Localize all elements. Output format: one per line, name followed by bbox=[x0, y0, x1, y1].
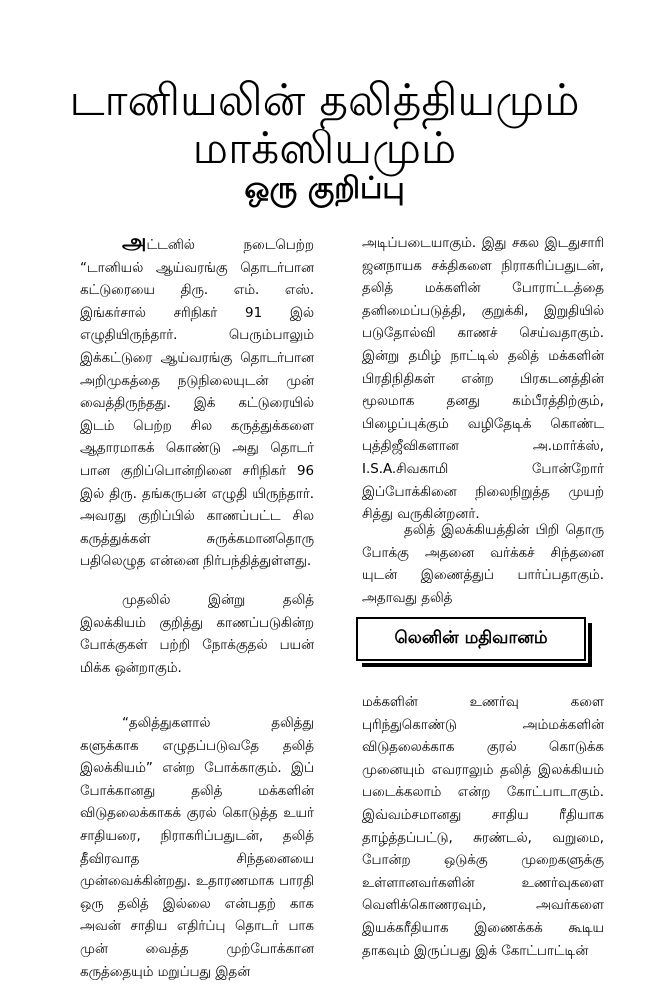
left-paragraph-1 bbox=[80, 230, 314, 574]
right-paragraph-2: தலித் இலக்கியத்தின் பிறி தொரு போக்கு அதனை வர்க்கச் சிந்தனை யுடன் இணைத்துப் பார்ப்பதாகும். அதாவது தலித் bbox=[362, 523, 604, 606]
left-paragraph-1-text: ட்டனில் நடைபெற்ற “டானியல் ஆய்வரங்கு தொடர்பான கட்டுரையை திரு. எம். எஸ். இங்கர்சால் சரிநிகர் 91 இல் எழுதியிருந்தார். பெரும்பாலும் இக்கட்டுரை ஆய்வரங்கு தொடர்பான அறிமுகத்தை நடுநிலையுடன் முன் வைத்திருந்தது. இக் கட்டுரையில் இடம் பெற்ற சில கருத்துக்களை ஆதாரமாகக் கொண்டு அது தொடர் பான குறிப்பொன்றினை சரிநிகர் 96 இல் திரு. தங்கருபன் எழுதி யிருந்தார். அவரது குறிப்பில் காணப்பட்ட சில கருத்துக்கள் சுருக்கமானதொரு பதிலெழுத என்னை நிர்பந்தித்துள்ளது. bbox=[80, 238, 314, 570]
right-paragraph-1: அடிப்படையாகும். இது சகல இடதுசாரி ஜனநாயக சக்திகளை நிராகரிப்பதுடன், தலித் மக்களின் போராட்டத்தை தனிமைப்படுத்தி, குறுக்கி, இறுதியில் படுதோல்வி காணச் செய்வதாகும். இன்று தமிழ் நாட்டில் தலித் மக்களின் பிரதிநிதிகள் என்ற பிரகடனத்தின் மூலமாக தனது கம்பீரத்திற்கும், பிழைப்புக்கும் வழிதேடிக் கொண்ட புத்திஜீவிகளான அ.மார்க்ஸ், I.S.A.சிவகாமி போன்றோர் இப்போக்கினை நிலைநிறுத்த முயற் சித்து வருகின்றனர். bbox=[362, 236, 604, 523]
right-paragraph-3: மக்களின் உணர்வு களை புரிந்துகொண்டு அம்மக்களின் விடுதலைக்காக குரல் கொடுக்க முனையும் எவராலும் தலித் இலக்கியம் படைக்கலாம் என்ற கோட்பாடாகும். இவ்வம்சமானது சாதிய ரீதியாக தாழ்த்தப்பட்டு, சுரண்டல், வறுமை, போன்ற ஒடுக்கு முறைகளுக்கு உள்ளானவர்களின் உணர்வுகளை வெளிக்கொணரவும், அவர்களை இயக்கரீதியாக இணைக்கக் கூடிய தாகவும் இருப்பது இக் கோட்பாட்டின் bbox=[362, 695, 604, 959]
left-paragraph-2: முதலில் இன்று தலித் இலக்கியம் குறித்து காணப்படுகின்ற போக்குகள் பற்றி நோக்குதல் பயன் மிக்க ஒன்றாகும். bbox=[80, 593, 314, 676]
author-name-box bbox=[356, 617, 586, 661]
article-title-line-2: மாக்ஸியமும் bbox=[192, 123, 457, 174]
article-subtitle: ஒரு குறிப்பு bbox=[244, 171, 405, 206]
article-title-line-1: டானியலின் தலித்தியமும் bbox=[69, 75, 580, 126]
author-name: லெனின் மதிவானம் bbox=[394, 628, 548, 648]
left-paragraph-3: “தலித்துகளால் தலித்து களுக்காக எழுதப்படுவதே தலித் இலக்கியம்” என்ற போக்காகும். இப் போக்கானது தலித் மக்களின் விடுதலைக்காகக் குரல் கொடுத்த உயர் சாதியரை, நிராகரிப்பதுடன், தலித் தீவிரவாத சிந்தனையை முன்வைக்கின்றது. உதாரணமாக பாரதி ஒரு தலித் இல்லை என்பதற் காக அவன் சாதிய எதிர்ப்பு தொடர் பாக முன் வைத்த முற்போக்கான கருத்தையும் மறுப்பது இதன் bbox=[80, 716, 314, 980]
drop-letter: அ bbox=[122, 230, 147, 255]
